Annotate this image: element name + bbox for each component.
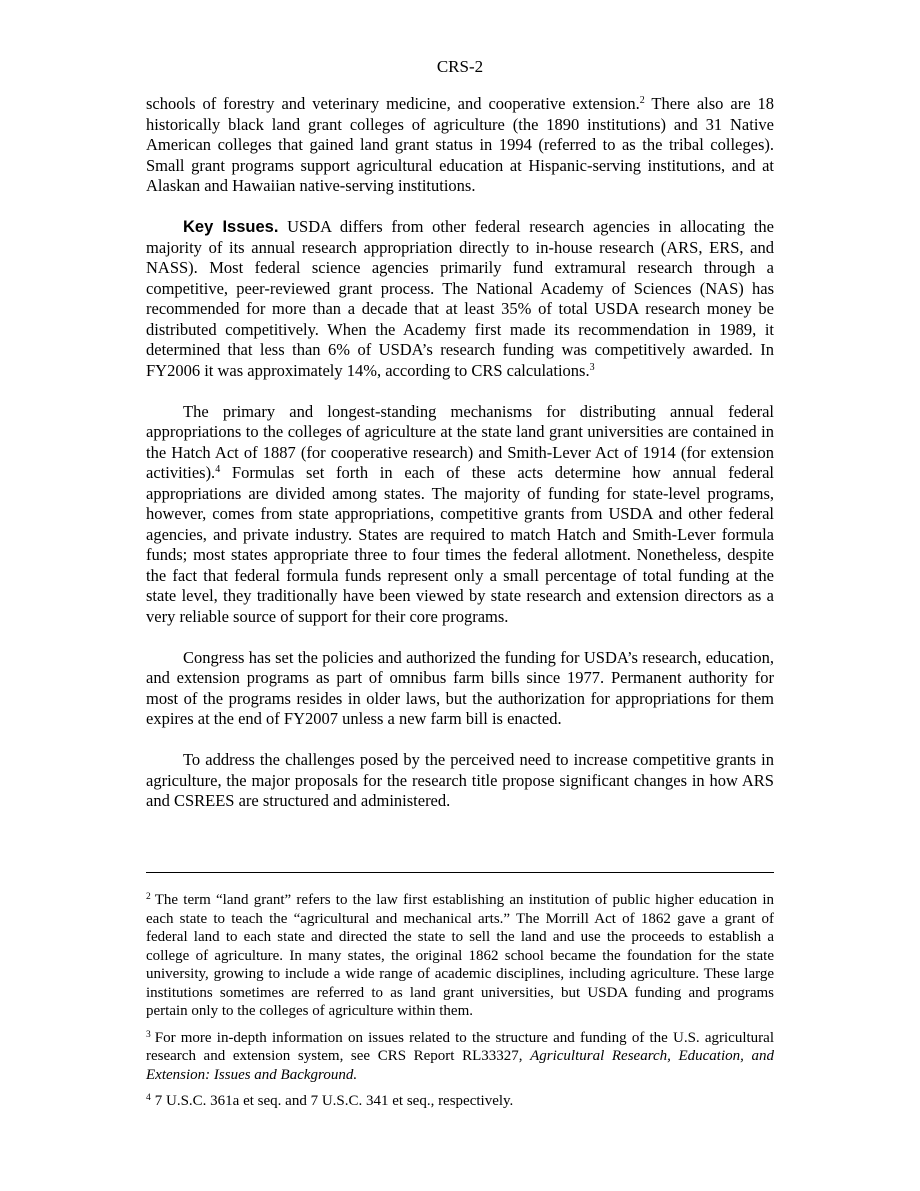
- footnote-2-number: 2: [146, 892, 151, 902]
- footnote-3-report-title: Agricultural Research, Education, and Extension: Issues and Background.: [146, 1048, 774, 1083]
- key-issues-text: USDA differs from other federal research agencies in allocating the majority of its annual research appropriation directly to in-house research (ARS, ERS, and NASS). Most federal science agencies primarily fund extramural research through a competitive, peer-reviewed grant process. The National Academy of Sciences (NAS) has recommended for more than a decade that at least 35% of total USDA research money be distributed competitively. When the Academy first made its recommendation in 1989, it determined that less than 6% of USDA’s research funding was competitively awarded. In FY2006 it was approximately 14%, according to CRS calculations.: [146, 217, 774, 380]
- key-issues-heading: Key Issues.: [183, 218, 279, 236]
- footnote-4-number: 4: [146, 1093, 151, 1103]
- footnotes: [146, 891, 774, 1119]
- paragraph-5: To address the challenges posed by the perceived need to increase competitive grants in agriculture, the major proposals for the research title propose significant changes in how ARS and CSREES are structured and administered.: [146, 750, 774, 810]
- footnote-ref-4[interactable]: 4: [215, 464, 221, 475]
- footnote-3-number: 3: [146, 1029, 151, 1040]
- paragraph-4: Congress has set the policies and authorized the funding for USDA’s research, education, and extension programs as part of omnibus farm bills since 1977. Permanent authority for most of the programs resides in older laws, but the authorization for appropriations for them expires at the end of FY2007 unless a new farm bill is enacted.: [146, 647, 774, 728]
- paragraph-3-text-a: The primary and longest-standing mechanisms for distributing annual federal appropriations to the colleges of agriculture at the state land grant universities are contained in the Hatch Act of 1887 (for cooperative research) and Smith-Lever Act of 1914 (for extension activities).: [146, 401, 774, 482]
- footnote-divider: [146, 872, 774, 873]
- footnote-4: [146, 1092, 774, 1111]
- footnote-3-text: For more in-depth information on issues related to the structure and funding of the U.S. agricultural research and extension system, see CRS Report RL33327,: [146, 1029, 774, 1064]
- footnote-4-text: 7 U.S.C. 361a et seq. and 7 U.S.C. 341 et seq., respectively.: [154, 1093, 514, 1109]
- footnote-3: [146, 1029, 774, 1085]
- paragraph-1: [146, 94, 774, 197]
- paragraph-key-issues: [146, 217, 774, 381]
- paragraph-1-text-b: There also are 18 historically black land grant colleges of agriculture (the 1890 institutions) and 31 Native American colleges that gained land grant status in 1994 (referred to as the tribal colleges). Small grant programs support agricultural education at Hispanic-serving institutions, and at Alaskan and Hawaiian native-serving institutions.: [146, 94, 774, 195]
- paragraph-3: [146, 402, 774, 628]
- footnote-ref-2[interactable]: 2: [639, 95, 645, 106]
- page-header: CRS-2: [436, 57, 484, 76]
- footnote-ref-3[interactable]: 3: [589, 361, 595, 373]
- body-text: [146, 94, 774, 832]
- footnote-2: [146, 891, 774, 1021]
- paragraph-3-text-b: Formulas set forth in each of these acts determine how annual federal appropriations are divided among states. The majority of funding for state-level programs, however, comes from state appropriations, competitive grants from USDA and other federal agencies, and private industry. States are required to match Hatch and Smith-Lever formula funds; most states appropriate three to four times the federal allotment. Nonetheless, despite the fact that federal formula funds represent only a small percentage of total funding at the state level, they traditionally have been viewed by state research and extension directors as a very reliable source of support for their core programs.: [146, 463, 774, 626]
- paragraph-1-text-a: schools of forestry and veterinary medicine, and cooperative extension.: [146, 94, 640, 113]
- footnote-2-text: The term “land grant” refers to the law first establishing an institution of public higher education in each state to teach the “agricultural and mechanical arts.” The Morrill Act of 1862 gave a grant of federal land to each state and directed the state to sell the land and use the proceeds to establish a college of agriculture. In many states, the original 1862 school became the foundation for the state university, growing to include a wide range of academic disciplines, including agriculture. These large institutions sometimes are referred to as land grant universities, but USDA funding and programs pertain only to the colleges of agriculture within them.: [146, 892, 774, 1019]
